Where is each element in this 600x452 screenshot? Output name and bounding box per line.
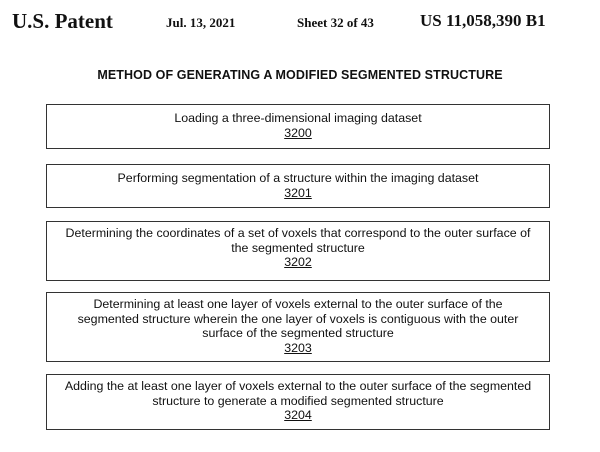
step-text: Performing segmentation of a structure within the imaging dataset [117, 171, 479, 185]
flow-step-box [46, 292, 550, 362]
flow-step-box [46, 104, 550, 149]
step-text: Loading a three-dimensional imaging dataset [174, 111, 422, 125]
patent-number: US 11,058,390 B1 [420, 11, 546, 30]
sheet-number: Sheet 32 of 43 [297, 15, 374, 30]
step-number: 3202 [284, 255, 312, 269]
patent-label: U.S. Patent [12, 9, 113, 33]
step-number: 3204 [284, 408, 312, 422]
patent-date: Jul. 13, 2021 [166, 15, 236, 30]
step-number: 3200 [284, 125, 312, 140]
flow-step-box [46, 374, 550, 430]
step-number: 3203 [284, 340, 312, 355]
step-text: Determining at least one layer of voxels external to the outer surface of the segmented structure wherein the one layer of voxels is contiguous with the outer surface of the segmented structure [77, 297, 519, 340]
step-text: Determining the coordinates of a set of voxels that correspond to the outer surface of the segmented structure [65, 226, 531, 255]
figure-title: METHOD OF GENERATING A MODIFIED SEGMENTED STRUCTURE [97, 68, 503, 82]
step-number: 3201 [284, 185, 312, 200]
flow-step-box [46, 221, 550, 281]
patent-header [0, 0, 600, 40]
flow-step-box [46, 164, 550, 208]
step-text: Adding the at least one layer of voxels external to the outer surface of the segmented structure to generate a modified segmented structure [64, 379, 532, 408]
